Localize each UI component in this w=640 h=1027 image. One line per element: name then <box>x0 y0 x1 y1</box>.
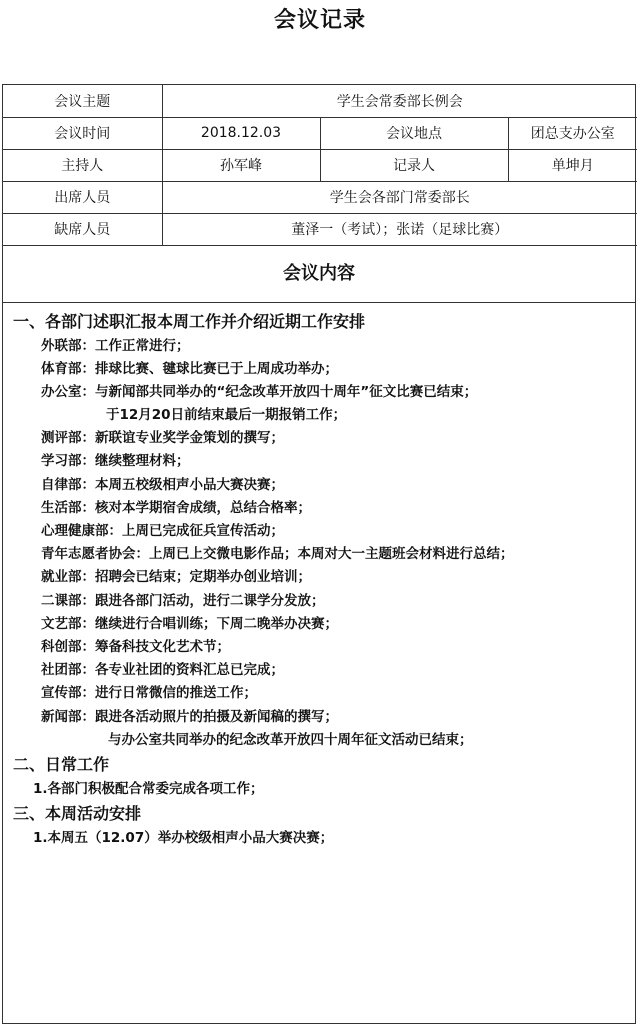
meeting-info-table <box>3 85 637 246</box>
list-item: 1.本周五（12.07）举办校级相声小品大赛决赛； <box>33 830 334 847</box>
table-row <box>3 149 637 181</box>
list-item: 自律部：本周五校级相声小品大赛决赛； <box>41 476 284 493</box>
meeting-record-sheet <box>2 84 636 1024</box>
content-title: 会议内容 <box>3 246 635 303</box>
list-item: 办公室：与新闻部共同举办的“纪念改革开放四十周年”征文比赛已结束； <box>41 383 478 400</box>
time-value: 2018.12.03 <box>162 117 320 149</box>
list-item: 于12月20日前结束最后一期报销工作； <box>106 407 347 424</box>
topic-label: 会议主题 <box>3 85 162 117</box>
section-heading: 一、各部门述职汇报本周工作并介绍近期工作安排 <box>13 311 366 331</box>
attend-label: 出席人员 <box>3 181 162 213</box>
section-heading: 三、本周活动安排 <box>13 804 142 824</box>
recorder-label: 记录人 <box>320 149 508 181</box>
place-value: 团总支办公室 <box>508 117 637 149</box>
list-item: 科创部：筹备科技文化艺术节； <box>41 638 230 655</box>
meeting-content <box>3 303 635 851</box>
list-item: 心理健康部：上周已完成征兵宣传活动； <box>41 523 284 539</box>
list-item: 社团部：各专业社团的资料汇总已完成； <box>41 662 284 679</box>
absent-value: 董泽一（考试）；张诺（足球比赛） <box>162 213 637 245</box>
list-item: 外联部：工作正常进行； <box>41 337 190 354</box>
document-title: 会议记录 <box>273 8 366 33</box>
table-row <box>3 213 637 245</box>
attend-value: 学生会各部门常委部长 <box>162 181 637 213</box>
list-item: 青年志愿者协会：上周已上交微电影作品；本周对大一主题班会材料进行总结； <box>41 546 514 563</box>
list-item: 与办公室共同举办的纪念改革开放四十周年征文活动已结束； <box>108 731 473 748</box>
table-row <box>3 85 637 117</box>
host-label: 主持人 <box>3 149 162 181</box>
time-label: 会议时间 <box>3 117 162 149</box>
list-item: 测评部：新联谊专业奖学金策划的撰写； <box>41 430 284 447</box>
list-item: 文艺部：继续进行合唱训练；下周二晚举办决赛； <box>41 615 338 632</box>
section-heading: 二、日常工作 <box>13 754 110 774</box>
list-item: 1.各部门积极配合常委完成各项工作； <box>33 780 264 797</box>
list-item: 生活部：核对本学期宿舍成绩，总结合格率； <box>41 499 311 516</box>
host-value: 孙军峰 <box>162 149 320 181</box>
topic-value: 学生会常委部长例会 <box>162 85 637 117</box>
list-item: 学习部：继续整理材料； <box>41 453 190 470</box>
list-item: 二课部：跟进各部门活动，进行二课学分发放； <box>41 592 325 609</box>
table-row <box>3 117 637 149</box>
list-item: 就业部：招聘会已结束；定期举办创业培训； <box>41 569 311 586</box>
list-item: 新闻部：跟进各活动照片的拍摄及新闻稿的撰写； <box>41 708 338 725</box>
list-item: 体育部：排球比赛、毽球比赛已于上周成功举办； <box>41 360 338 377</box>
table-row <box>3 181 637 213</box>
place-label: 会议地点 <box>320 117 508 149</box>
recorder-value: 单坤月 <box>508 149 637 181</box>
absent-label: 缺席人员 <box>3 213 162 245</box>
list-item: 宣传部：进行日常微信的推送工作； <box>41 685 257 702</box>
